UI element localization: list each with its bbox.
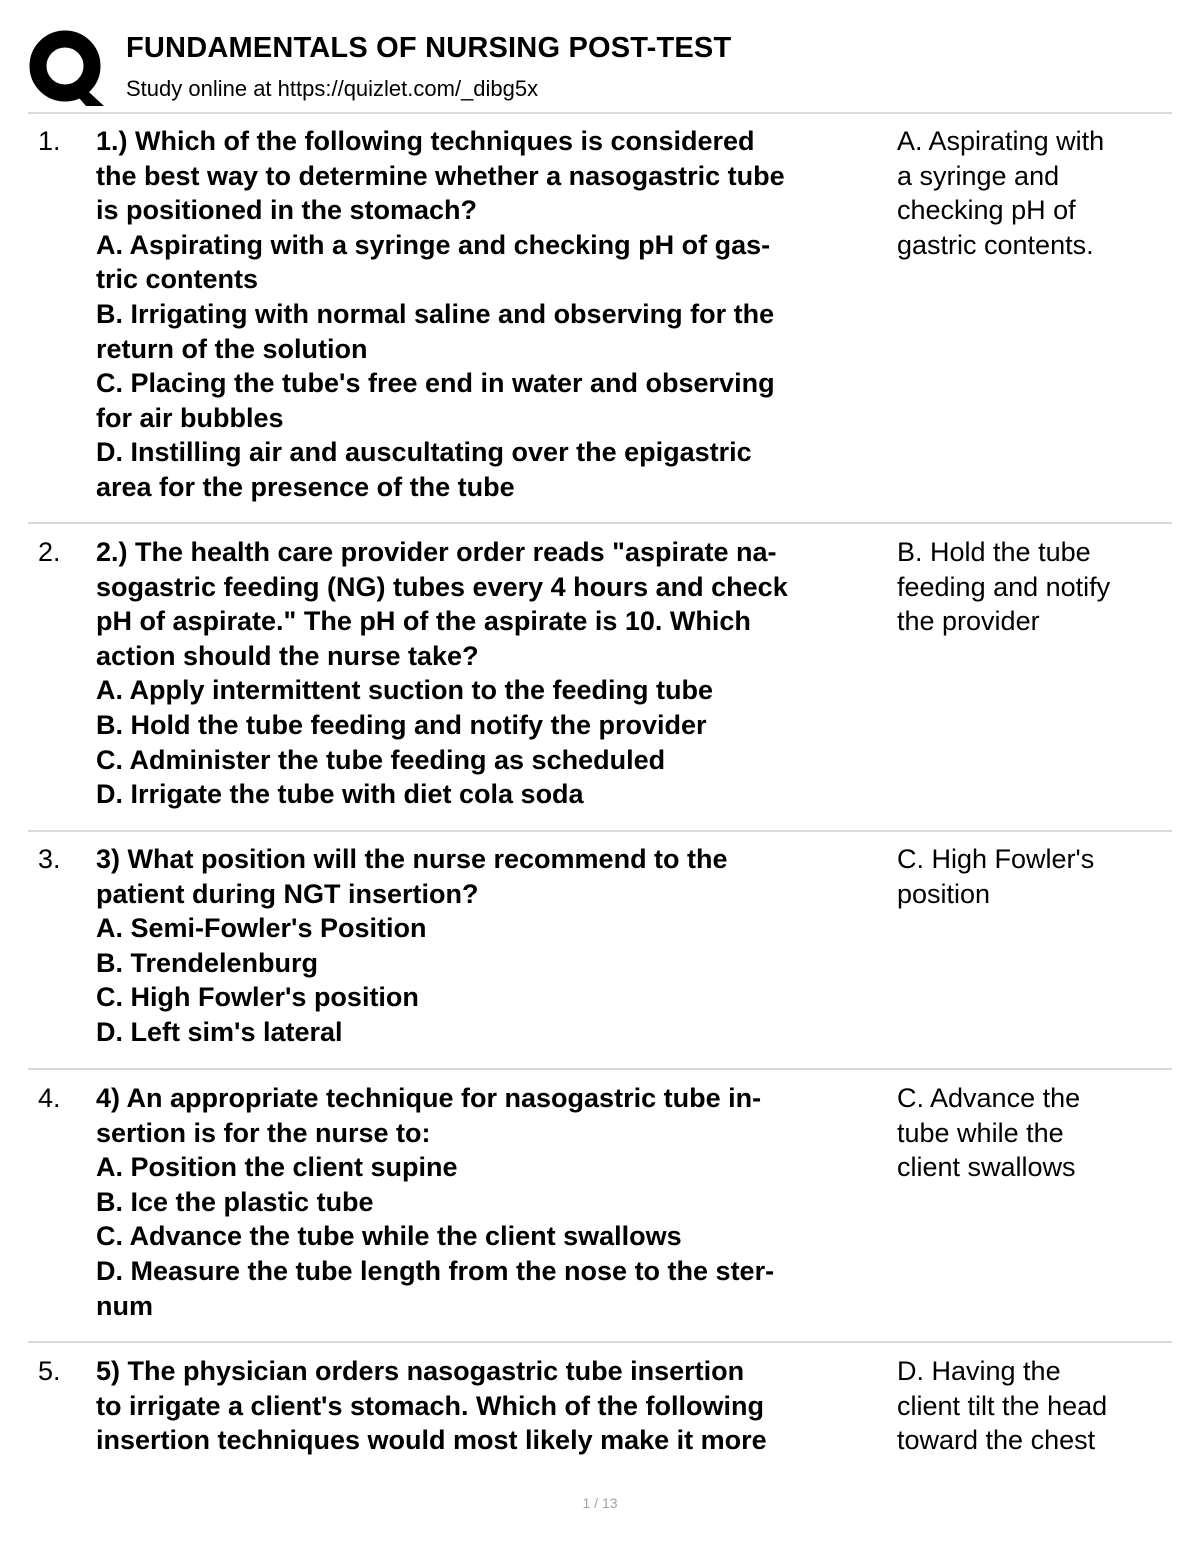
flashcard [28,535,1172,817]
question-line: sogastric feeding (NG) tubes every 4 hours and check [96,571,788,602]
answer-line: toward the chest [897,1425,1096,1456]
question-line: 5) The physician orders nasogastric tube insertion [96,1356,745,1386]
question-line: A. Position the client supine [96,1152,458,1183]
question-line: D. Irrigate the tube with diet cola soda [96,779,584,810]
answer-line: C. Advance the [897,1083,1081,1113]
question-line: D. Left sim's lateral [96,1016,343,1047]
answer-line: B. Hold the tube [897,537,1091,567]
divider [28,1341,1172,1343]
question-line: pH of aspirate." The pH of the aspirate is 10. Which [96,606,751,637]
question-line: B. Irrigating with normal saline and observing for the [96,298,775,329]
quizlet-logo-icon [28,28,108,108]
card-number: 1. [38,126,61,156]
question-line: the best way to determine whether a nasogastric tube [96,160,785,191]
question-line: is positioned in the stomach? [96,195,478,226]
card-question [96,535,891,812]
answer-line: D. Having the [897,1356,1061,1386]
question-line: D. Measure the tube length from the nose to the ster- [96,1255,775,1286]
question-line: insertion techniques would most likely make it more [96,1425,767,1456]
card-question [96,1081,891,1323]
answer-line: client swallows [897,1152,1076,1183]
question-line: area for the presence of the tube [96,471,515,502]
question-line: B. Hold the tube feeding and notify the provider [96,709,707,740]
card-number: 2. [38,537,61,567]
answer-line: checking pH of [897,195,1076,226]
question-line: C. Placing the tube's free end in water and observing [96,368,775,399]
question-line: 1.) Which of the following techniques is considered [96,126,755,156]
divider [28,830,1172,832]
question-line: D. Instilling air and auscultating over the epigastric [96,437,752,468]
card-answer [897,842,1167,911]
card-number: 5. [38,1356,61,1386]
answer-line: feeding and notify [897,571,1111,602]
question-line: B. Ice the plastic tube [96,1186,374,1217]
card-answer [897,535,1167,639]
question-line: C. Administer the tube feeding as scheduled [96,744,666,775]
card-question [96,124,891,505]
answer-line: tube while the [897,1117,1064,1148]
flashcard [28,124,1172,510]
study-online-link[interactable]: Study online at https://quizlet.com/_dibg5x [126,76,539,101]
question-line: 3) What position will the nurse recommend to the [96,844,728,874]
flashcard [28,1081,1172,1329]
question-line: action should the nurse take? [96,640,479,671]
page-number: 1 / 13 [582,1495,618,1511]
card-question [96,842,891,1050]
question-line: for air bubbles [96,402,284,433]
card-answer [897,1081,1167,1185]
question-line: A. Aspirating with a syringe and checking pH of gas- [96,229,771,260]
answer-line: A. Aspirating with [897,126,1105,156]
divider [28,522,1172,524]
question-line: return of the solution [96,333,368,364]
question-line: sertion is for the nurse to: [96,1117,431,1148]
divider [28,112,1172,114]
answer-line: a syringe and [897,160,1060,191]
question-line: B. Trendelenburg [96,947,319,978]
document-title: FUNDAMENTALS OF NURSING POST-TEST [126,32,732,64]
card-number: 4. [38,1083,61,1113]
answer-line: gastric contents. [897,229,1094,260]
page-header [28,28,1172,112]
question-line: C. High Fowler's position [96,982,419,1013]
question-line: num [96,1290,153,1321]
answer-line: client tilt the head [897,1390,1108,1421]
card-answer [897,124,1167,262]
answer-line: the provider [897,606,1040,637]
card-question [96,1354,891,1458]
question-line: 4) An appropriate technique for nasogastric tube in- [96,1083,762,1113]
question-line: A. Apply intermittent suction to the feeding tube [96,675,713,706]
question-line: patient during NGT insertion? [96,878,479,909]
question-line: 2.) The health care provider order reads "aspirate na- [96,537,777,567]
card-number: 3. [38,844,61,874]
question-line: C. Advance the tube while the client swallows [96,1221,682,1252]
card-answer [897,1354,1167,1458]
flashcard [28,842,1172,1054]
question-line: to irrigate a client's stomach. Which of the following [96,1390,764,1421]
question-line: A. Semi-Fowler's Position [96,913,427,944]
answer-line: C. High Fowler's [897,844,1095,874]
divider [28,1068,1172,1070]
flashcard [28,1354,1172,1464]
answer-line: position [897,878,991,909]
question-line: tric contents [96,264,259,295]
